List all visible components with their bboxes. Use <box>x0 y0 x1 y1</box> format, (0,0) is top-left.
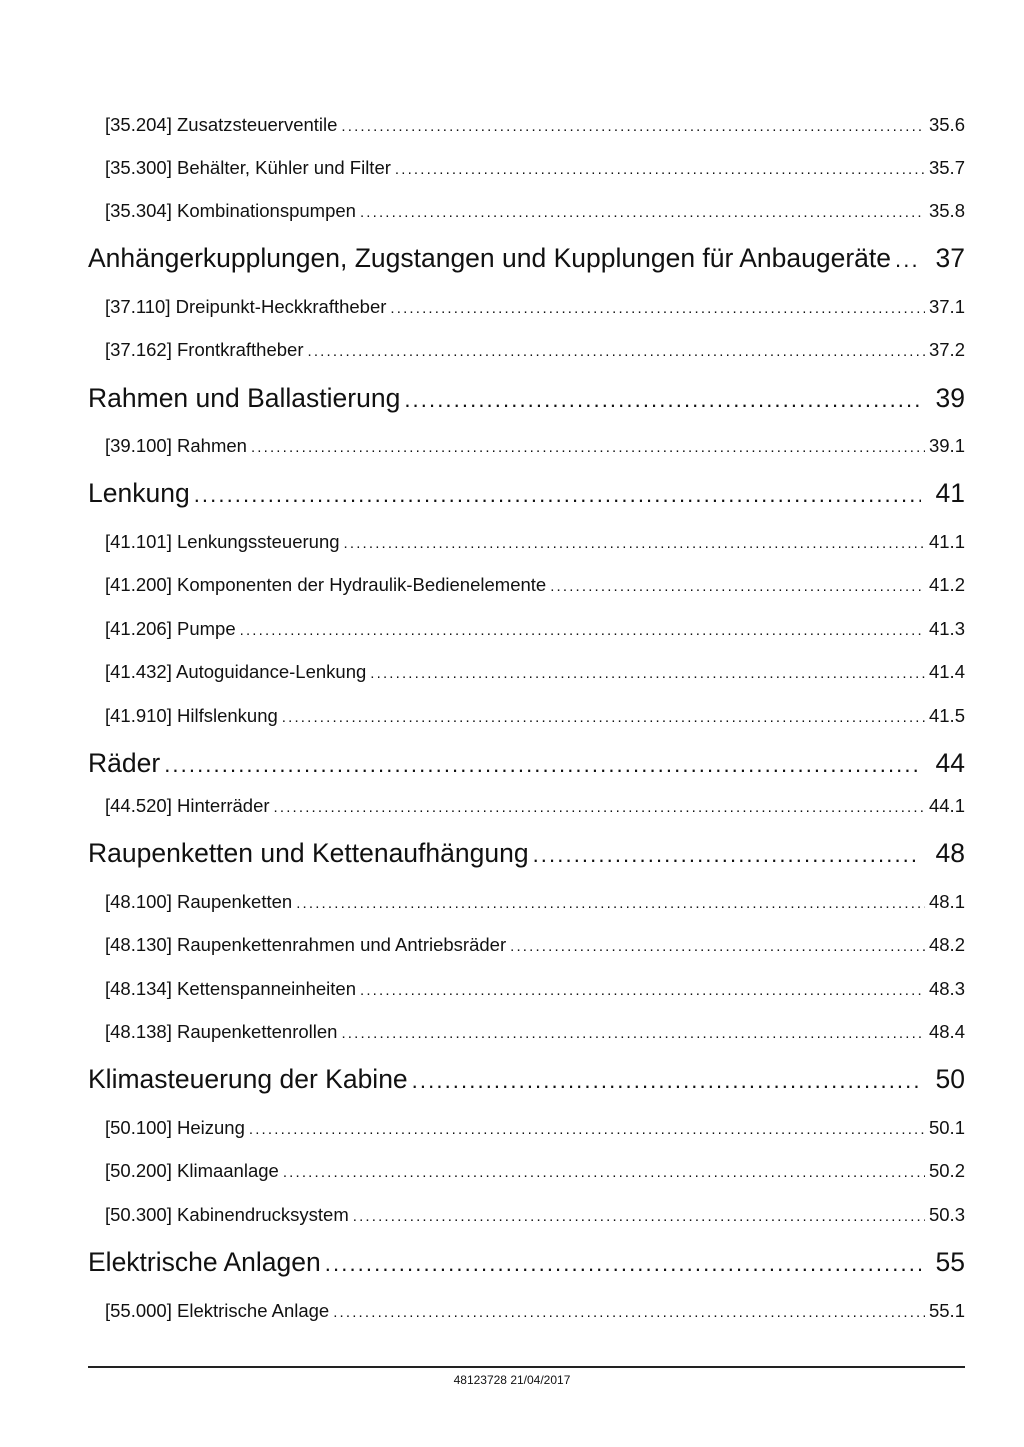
toc-chapter-page: 50 <box>935 1064 965 1094</box>
toc-entry[interactable] <box>105 978 965 1000</box>
toc-entry-title: [44.520] Hinterräder <box>105 795 270 816</box>
toc-entry[interactable] <box>105 1160 965 1182</box>
dot-leader <box>249 1117 925 1139</box>
dot-leader <box>550 574 925 596</box>
dot-leader <box>360 200 925 222</box>
toc-entry-page: 35.7 <box>928 157 965 178</box>
toc-entry-title: [50.300] Kabinendrucksystem <box>105 1204 349 1225</box>
toc-entry[interactable] <box>105 200 965 222</box>
toc-entry-page: 50.1 <box>928 1117 965 1138</box>
dot-leader <box>307 339 925 361</box>
toc-entry[interactable] <box>105 531 965 553</box>
toc-chapter[interactable] <box>88 243 965 274</box>
toc-entry-title: [48.138] Raupenkettenrollen <box>105 1021 338 1042</box>
toc-entry-title: [48.100] Raupenketten <box>105 891 293 912</box>
toc-chapter[interactable] <box>88 838 965 869</box>
toc-chapter-title: Rahmen und Ballastierung <box>88 383 401 413</box>
dot-leader <box>283 1160 925 1182</box>
dot-leader <box>895 243 921 274</box>
footer-divider <box>88 1366 965 1368</box>
toc-entry-page: 41.3 <box>928 618 965 639</box>
toc-entry-title: [35.304] Kombinationspumpen <box>105 200 356 221</box>
toc-entry-page: 35.8 <box>928 200 965 221</box>
dot-leader <box>360 978 925 1000</box>
toc-entry-title: [35.300] Behälter, Kühler und Filter <box>105 157 391 178</box>
toc-entry[interactable] <box>105 618 965 640</box>
toc-entry-page: 44.1 <box>928 795 965 816</box>
toc-entry-page: 41.1 <box>928 531 965 552</box>
toc-entry[interactable] <box>105 795 965 817</box>
toc-chapter-title: Klimasteuerung der Kabine <box>88 1064 408 1094</box>
toc-entry-page: 50.2 <box>928 1160 965 1181</box>
dot-leader <box>344 531 925 553</box>
toc-entry-title: [50.200] Klimaanlage <box>105 1160 279 1181</box>
dot-leader <box>412 1064 921 1095</box>
toc-entry-title: [41.910] Hilfslenkung <box>105 705 278 726</box>
toc-chapter-title: Anhängerkupplungen, Zugstangen und Kupplungen für Anbaugeräte <box>88 243 892 273</box>
toc-entry[interactable] <box>105 1300 965 1322</box>
toc-entry-page: 50.3 <box>928 1204 965 1225</box>
toc-chapter-page: 55 <box>935 1247 965 1277</box>
toc-entry-title: [41.200] Komponenten der Hydraulik-Bedienelemente <box>105 574 547 595</box>
toc-entry[interactable] <box>105 934 965 956</box>
dot-leader <box>510 934 925 956</box>
toc-entry-page: 37.2 <box>928 339 965 360</box>
toc-entry-title: [55.000] Elektrische Anlage <box>105 1300 330 1321</box>
toc-entry[interactable] <box>105 339 965 361</box>
toc-entry[interactable] <box>105 296 965 318</box>
toc-entry-page: 39.1 <box>928 435 965 456</box>
toc-entry-title: [48.130] Raupenkettenrahmen und Antriebsräder <box>105 934 507 955</box>
toc-entry-page: 35.6 <box>928 114 965 135</box>
dot-leader <box>240 618 925 640</box>
toc-entry-title: [41.206] Pumpe <box>105 618 236 639</box>
toc-entry-page: 41.2 <box>928 574 965 595</box>
toc-entry[interactable] <box>105 574 965 596</box>
toc-chapter[interactable] <box>88 1247 965 1278</box>
toc-entry[interactable] <box>105 157 965 179</box>
toc-chapter-page: 41 <box>935 478 965 508</box>
dot-leader <box>353 1204 925 1226</box>
dot-leader <box>533 838 921 869</box>
toc-chapter[interactable] <box>88 478 965 509</box>
toc-chapter[interactable] <box>88 383 965 414</box>
dot-leader <box>164 748 921 779</box>
toc-entry-page: 55.1 <box>928 1300 965 1321</box>
dot-leader <box>274 795 925 817</box>
dot-leader <box>395 157 925 179</box>
toc-chapter-title: Räder <box>88 748 161 778</box>
dot-leader <box>341 114 925 136</box>
toc-entry-title: [37.110] Dreipunkt-Heckkraftheber <box>105 296 387 317</box>
toc-entry[interactable] <box>105 705 965 727</box>
toc-entry[interactable] <box>105 1204 965 1226</box>
toc-chapter-title: Elektrische Anlagen <box>88 1247 321 1277</box>
toc-entry-page: 48.2 <box>928 934 965 955</box>
toc-chapter[interactable] <box>88 748 965 779</box>
toc-entry-title: [37.162] Frontkraftheber <box>105 339 304 360</box>
toc-entry-title: [35.204] Zusatzsteuerventile <box>105 114 338 135</box>
dot-leader <box>282 705 925 727</box>
toc-chapter-page: 44 <box>935 748 965 778</box>
toc-chapter-page: 37 <box>935 243 965 273</box>
dot-leader <box>370 661 925 683</box>
dot-leader <box>325 1247 921 1278</box>
dot-leader <box>296 891 925 913</box>
dot-leader <box>404 383 921 414</box>
toc-chapter[interactable] <box>88 1064 965 1095</box>
toc-chapter-page: 39 <box>935 383 965 413</box>
toc-entry-title: [41.101] Lenkungssteuerung <box>105 531 340 552</box>
toc-entry-page: 48.3 <box>928 978 965 999</box>
toc-entry[interactable] <box>105 114 965 136</box>
toc-entry[interactable] <box>105 1021 965 1043</box>
toc-entry[interactable] <box>105 891 965 913</box>
toc-entry-title: [48.134] Kettenspanneinheiten <box>105 978 356 999</box>
toc-entry-page: 48.4 <box>928 1021 965 1042</box>
toc-chapter-title: Raupenketten und Kettenaufhängung <box>88 838 529 868</box>
toc-entry-title: [50.100] Heizung <box>105 1117 245 1138</box>
toc-entry-page: 37.1 <box>928 296 965 317</box>
toc-entry[interactable] <box>105 1117 965 1139</box>
dot-leader <box>333 1300 925 1322</box>
footer-doc-id: 48123728 21/04/2017 <box>453 1373 571 1387</box>
toc-chapter-title: Lenkung <box>88 478 190 508</box>
toc-entry-page: 41.4 <box>928 661 965 682</box>
toc-entry-page: 41.5 <box>928 705 965 726</box>
dot-leader <box>194 478 921 509</box>
toc-entry-page: 48.1 <box>928 891 965 912</box>
toc-chapter-page: 48 <box>935 838 965 868</box>
toc-entry[interactable] <box>105 435 965 457</box>
toc-entry-title: [39.100] Rahmen <box>105 435 247 456</box>
toc-entry[interactable] <box>105 661 965 683</box>
dot-leader <box>341 1021 925 1043</box>
toc-entry-title: [41.432] Autoguidance-Lenkung <box>105 661 367 682</box>
dot-leader <box>390 296 925 318</box>
dot-leader <box>251 435 925 457</box>
